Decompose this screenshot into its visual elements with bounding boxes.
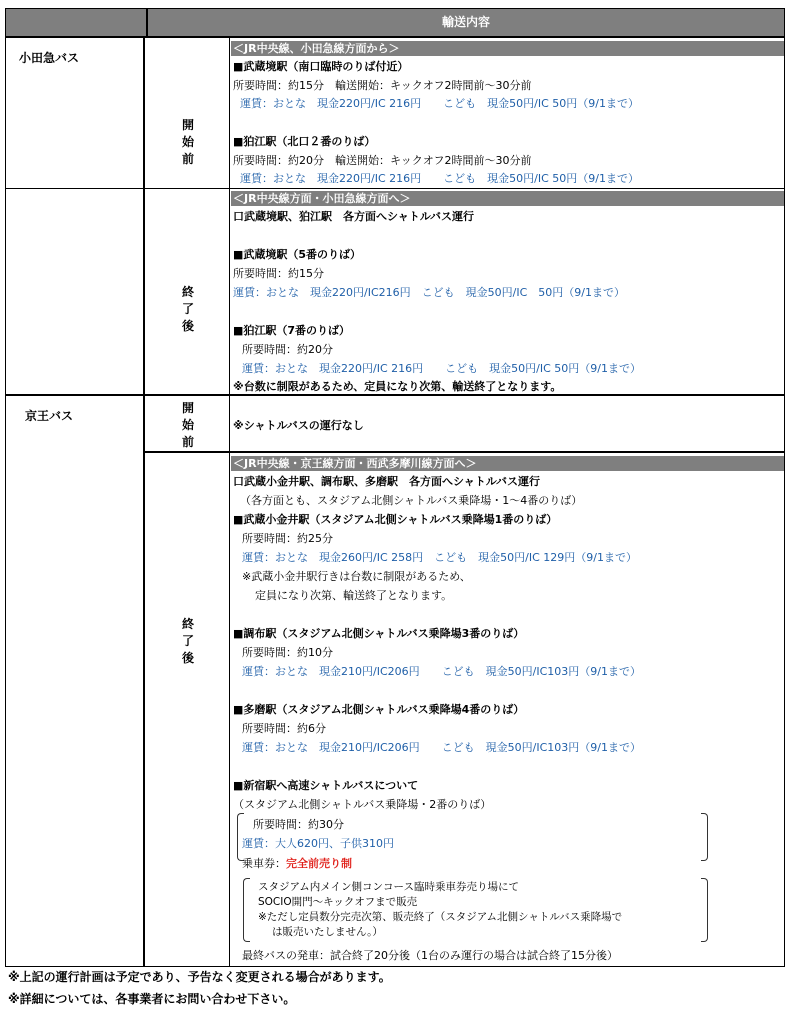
stop-title: ■武蔵小金井駅（スタジアム北側シャトルバス乗降場1番のりば） — [233, 513, 558, 526]
no-shuttle-note: ※シャトルバスの運行なし — [233, 419, 364, 432]
period-keio-before — [178, 400, 198, 451]
header-title: 輸送内容 — [441, 15, 490, 29]
period-char: 了 — [181, 634, 194, 648]
stop-title: ■調布駅（スタジアム北側シャトルバス乗降場3番のりば） — [233, 627, 525, 640]
section-band: ＜JR中央線方面・小田急線方面へ＞ — [231, 191, 784, 206]
ticket-value: 完全前売り制 — [286, 857, 352, 870]
stop-title: ■武蔵境駅（5番のりば） — [233, 248, 362, 261]
period-char: 前 — [181, 435, 194, 449]
bracket-left — [243, 878, 250, 942]
stop-time: 所要時間：約25分 — [242, 532, 333, 545]
row-divider-keio — [6, 394, 784, 396]
sale-info: スタジアム内メイン側コンコース臨時乗車券売り場にて — [258, 881, 520, 893]
stop-time: 所要時間：約20分 輸送開始：キックオフ2時間前～30分前 — [233, 154, 532, 167]
stop-title: ■狛江駅（7番のりば） — [233, 324, 351, 337]
section-band: ＜JR中央線・京王線方面・西武多摩川線方面へ＞ — [231, 456, 784, 471]
period-char: 始 — [181, 135, 194, 149]
section-band: ＜JR中央線、小田急線方面から＞ — [231, 41, 784, 56]
capacity-note: ※台数に制限があるため、定員になり次第、輸送終了となります。 — [233, 380, 562, 393]
express-sub: （スタジアム北側シャトルバス乗降場・2番のりば） — [233, 798, 492, 811]
stop-fare: 運賃：おとな 現金220円/IC 216円 こども 現金50円/IC 50円（9/1まで） — [240, 97, 639, 110]
stop-fare: 運賃：おとな 現金210円/IC206円 こども 現金50円/IC103円（9/1まで） — [242, 665, 641, 678]
sale-info: は販売いたしません。） — [272, 926, 383, 938]
company-odakyu: 小田急バス — [19, 51, 80, 65]
capacity-note: ※武蔵小金井駅行きは台数に制限があるため、 — [242, 570, 471, 583]
stop-title: ■武蔵境駅（南口臨時のりば付近） — [233, 60, 409, 73]
period-char: 終 — [181, 285, 194, 299]
company-keio: 京王バス — [25, 409, 74, 423]
capacity-note: 定員になり次第、輸送終了となります。 — [255, 589, 453, 602]
bracket-right — [701, 813, 708, 861]
bracket-right — [701, 878, 708, 942]
col-divider-company — [143, 38, 145, 966]
sale-info: SOCIO開門～キックオフまで販売 — [258, 896, 418, 908]
period-char: 前 — [181, 152, 194, 166]
header-blank-cell — [6, 9, 148, 36]
ticket-line — [242, 856, 352, 871]
stop-time: 所要時間：約10分 — [242, 646, 333, 659]
footer-note: ※詳細については、各事業者にお問い合わせ下さい。 — [8, 992, 296, 1006]
period-char: 後 — [181, 319, 194, 333]
row-divider-odakyu-left — [6, 188, 144, 189]
ticket-label: 乗車券： — [242, 857, 286, 870]
transport-table — [5, 37, 785, 967]
table-header — [5, 8, 785, 37]
col-divider-period — [229, 38, 230, 966]
stop-title: ■狛江駅（北口２番のりば） — [233, 135, 376, 148]
stop-fare: 運賃：おとな 現金220円/IC 216円 こども 現金50円/IC 50円（9/1まで） — [242, 362, 641, 375]
stop-time: 所要時間：約15分 輸送開始：キックオフ2時間前～30分前 — [233, 79, 532, 92]
period-char: 後 — [181, 651, 194, 665]
period-keio-after — [178, 616, 198, 667]
row-divider-odakyu-after — [144, 188, 784, 189]
stop-title: ■多磨駅（スタジアム北側シャトルバス乗降場4番のりば） — [233, 703, 525, 716]
express-fare: 運賃：大人620円、子供310円 — [242, 837, 394, 850]
footer-note: ※上記の運行計画は予定であり、予告なく変更される場合があります。 — [8, 970, 391, 984]
express-title: ■新宿駅へ高速シャトルバスについて — [233, 779, 419, 792]
route-intro: 口武蔵境駅、狛江駅 各方面へシャトルバス運行 — [233, 210, 475, 223]
stop-fare: 運賃：おとな 現金220円/IC 216円 こども 現金50円/IC 50円（9/1まで） — [240, 172, 639, 185]
route-intro: 口武蔵小金井駅、調布駅、多磨駅 各方面へシャトルバス運行 — [233, 475, 541, 488]
stop-time: 所要時間：約6分 — [242, 722, 326, 735]
period-char: 始 — [181, 418, 194, 432]
period-char: 終 — [181, 617, 194, 631]
row-divider-keio-after — [144, 451, 784, 453]
period-char: 了 — [181, 302, 194, 316]
last-bus: 最終バスの発車：試合終了20分後（1台のみ運行の場合は試合終了15分後） — [242, 949, 618, 962]
stop-fare: 運賃：おとな 現金220円/IC216円 こども 現金50円/IC 50円（9/1まで） — [233, 286, 625, 299]
route-intro-sub: （各方面とも、スタジアム北側シャトルバス乗降場・1～4番のりば） — [240, 494, 583, 507]
period-char: 開 — [181, 401, 194, 415]
period-odakyu-after — [178, 284, 198, 335]
stop-fare: 運賃：おとな 現金210円/IC206円 こども 現金50円/IC103円（9/1まで） — [242, 741, 641, 754]
express-time: 所要時間：約30分 — [253, 818, 344, 831]
period-char: 開 — [181, 118, 194, 132]
stop-time: 所要時間：約15分 — [233, 267, 324, 280]
stop-time: 所要時間：約20分 — [242, 343, 333, 356]
sale-info: ※ただし定員数分完売次第、販売終了（スタジアム北側シャトルバス乗降場で — [258, 911, 623, 923]
stop-fare: 運賃：おとな 現金260円/IC 258円 こども 現金50円/IC 129円（9/1まで） — [242, 551, 637, 564]
period-odakyu-before — [178, 117, 198, 168]
